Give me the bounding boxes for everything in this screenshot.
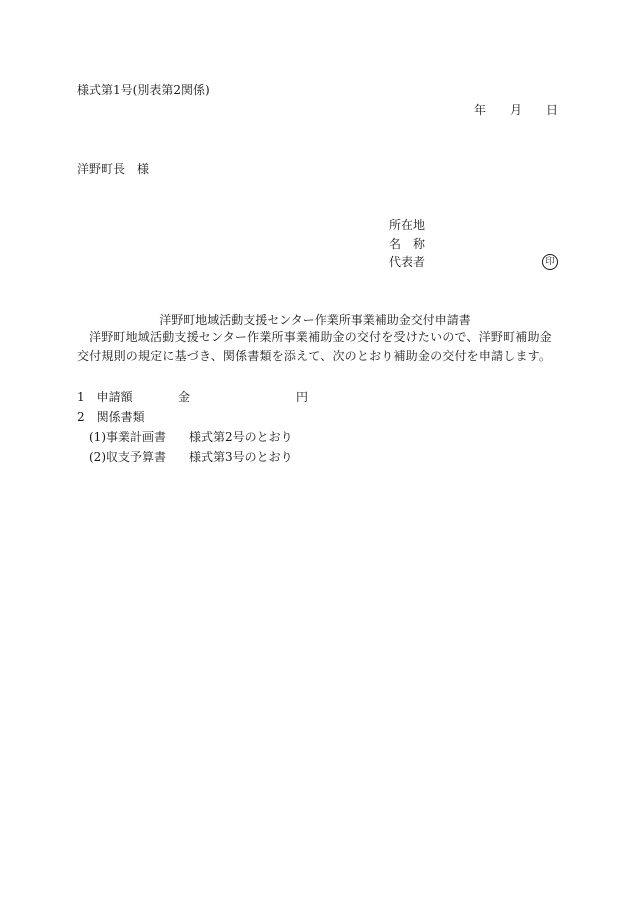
- addressee-name: 洋野町長: [77, 162, 126, 176]
- item-label: 申請額: [96, 390, 133, 404]
- form-number: 様式第1号(別表第2関係): [77, 83, 210, 97]
- applicant-name-label: 名 称: [389, 236, 426, 251]
- document-note: 様式第2号のとおり: [189, 430, 293, 444]
- list-item: [77, 427, 293, 447]
- item-application-amount: [77, 387, 309, 407]
- document-label: (2)収支予算書: [89, 450, 166, 464]
- list-item: [77, 447, 293, 467]
- item-number: 1: [77, 390, 85, 404]
- amount-unit: 円: [296, 390, 309, 404]
- date-month: 月: [510, 103, 523, 117]
- document-label: (1)事業計画書: [89, 430, 166, 444]
- document-title: 洋野町地域活動支援センター作業所事業補助金交付申請書: [159, 313, 471, 327]
- addressee: [77, 161, 149, 177]
- applicant-name-row: [389, 235, 559, 254]
- item-related-documents: [77, 407, 166, 427]
- document-note: 様式第3号のとおり: [189, 450, 293, 464]
- body-paragraph: 洋野町地域活動支援センター作業所事業補助金の交付を受けたいので、洋野町補助金交付規則の規定に基づき、関係書類を添えて、次のとおり補助金の交付を申請します。: [77, 330, 552, 363]
- applicant-representative-row: [389, 253, 559, 272]
- date-line: [474, 102, 558, 118]
- seal-mark: 印: [542, 254, 558, 270]
- item-number: 2: [77, 410, 85, 424]
- applicant-block: [389, 216, 559, 272]
- addressee-honorific: 様: [137, 162, 150, 176]
- applicant-representative-label: 代表者: [389, 255, 426, 269]
- applicant-address-row: [389, 216, 559, 235]
- date-year: 年: [474, 103, 487, 117]
- applicant-address-label: 所在地: [389, 218, 426, 232]
- amount-prefix: 金: [178, 390, 191, 404]
- item-label: 関係書類: [96, 410, 145, 424]
- items-list: [77, 387, 309, 467]
- date-day: 日: [546, 103, 559, 117]
